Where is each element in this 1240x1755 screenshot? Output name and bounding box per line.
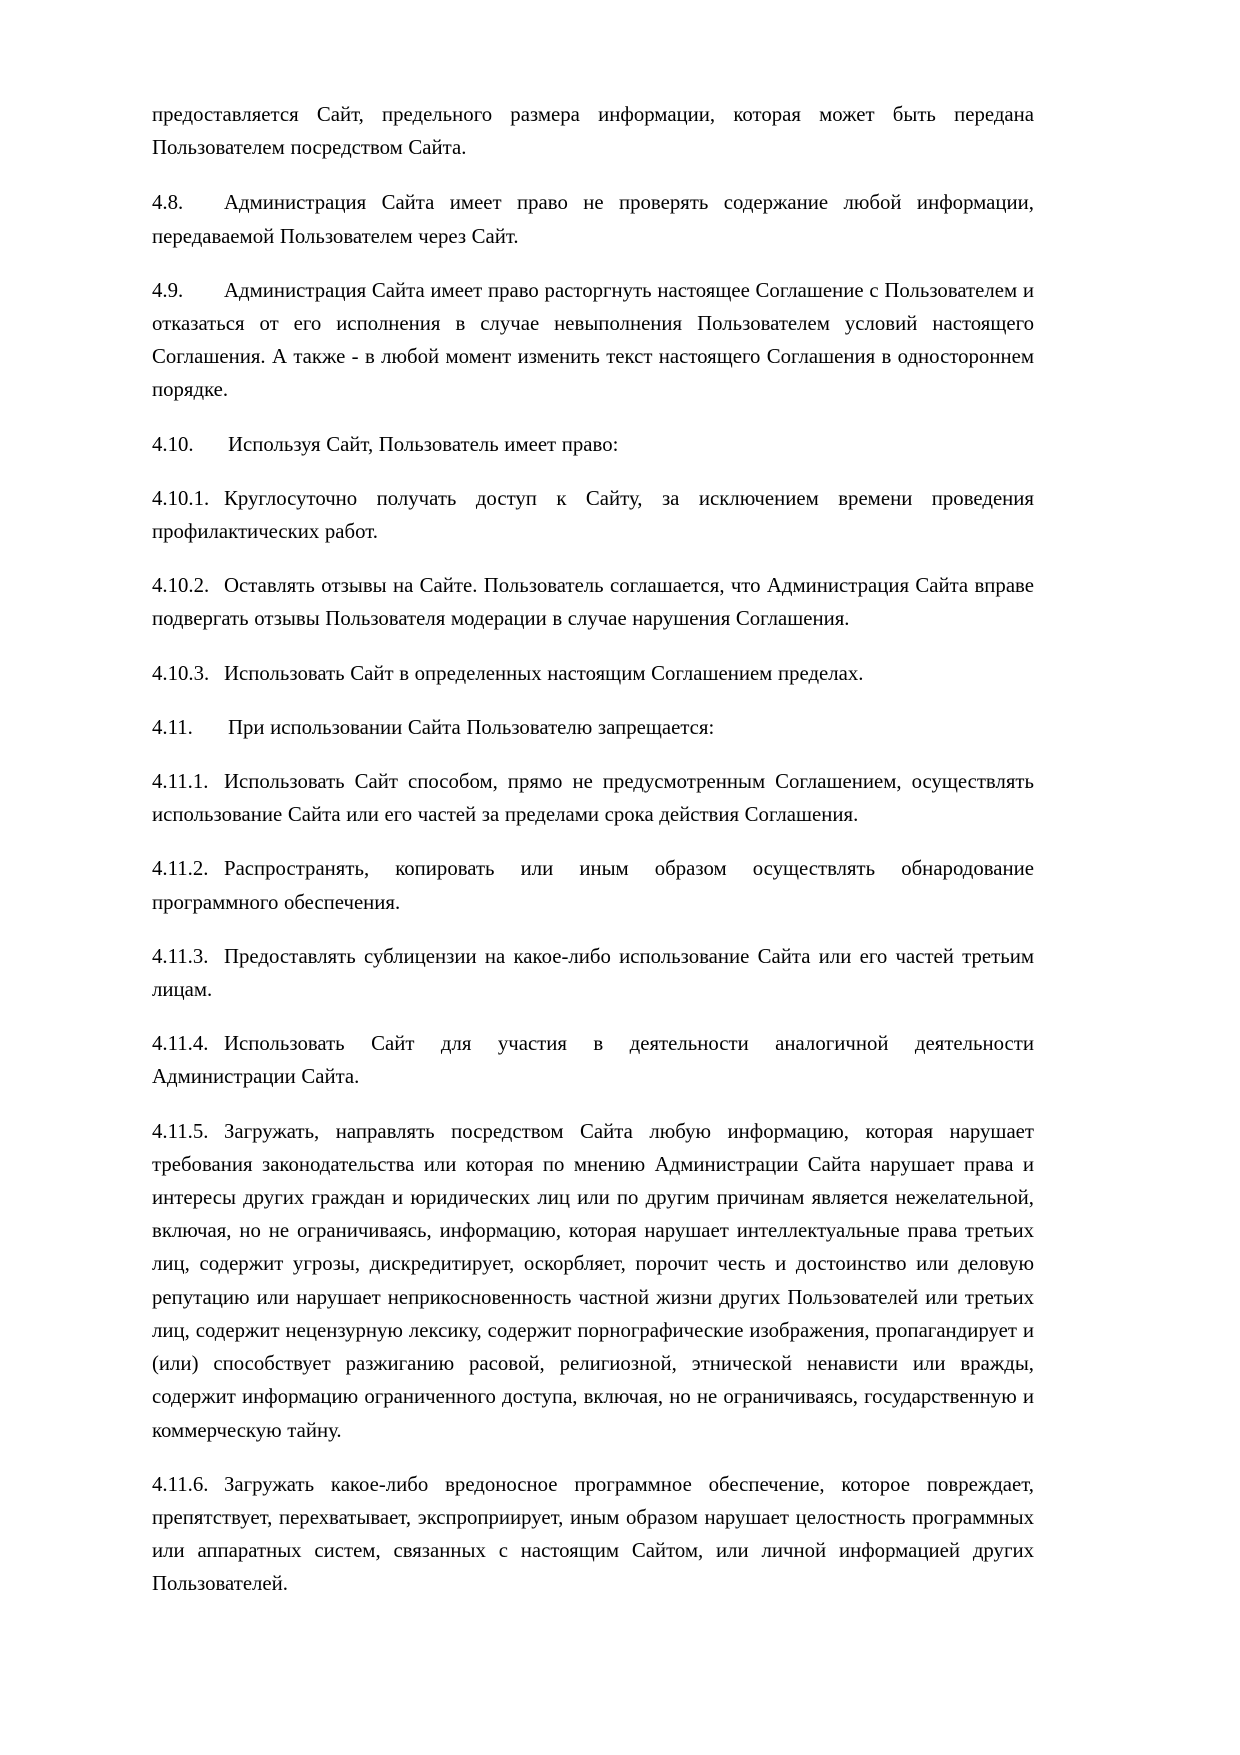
paragraph-text: Используя Сайт, Пользователь имеет право: — [228, 432, 619, 456]
paragraph-4-10 — [152, 428, 1034, 461]
paragraph-continuation — [152, 98, 1034, 164]
paragraph-number: 4.11.4. — [152, 1032, 209, 1056]
paragraph-text: Оставлять отзывы на Сайте. Пользователь соглашается, что Администрация Сайта вправе подвергать отзывы Пользователя модерации в случае нарушения Соглашения. — [152, 574, 1034, 631]
paragraph-text: Администрация Сайта имеет право не проверять содержание любой информации, передаваемой Пользователем через Сайт. — [152, 191, 1034, 248]
paragraph-4-11-1 — [152, 765, 1034, 831]
paragraph-number: 4.10. — [152, 432, 194, 456]
paragraph-text: Администрация Сайта имеет право расторгнуть настоящее Соглашение с Пользователем и отказаться от его исполнения в случае невыполнения Пользователем условий настоящего Соглашения. А также - в любой момент изменить текст настоящего Соглашения в одностороннем порядке. — [152, 278, 1034, 402]
document-text-column — [152, 98, 1034, 1601]
paragraph-number: 4.11. — [152, 715, 193, 739]
paragraph-text: Использовать Сайт в определенных настоящим Соглашением пределах. — [224, 661, 864, 685]
paragraph-4-10-3 — [152, 657, 1034, 690]
paragraph-4-11-5 — [152, 1115, 1034, 1447]
paragraph-text: При использовании Сайта Пользователю запрещается: — [228, 715, 715, 739]
paragraph-text: Загружать какое-либо вредоносное программное обеспечение, которое повреждает, препятствует, перехватывает, экспроприирует, иным образом нарушает целостность программных или аппаратных систем, связанных с настоящим Сайтом, или личной информацией других Пользователей. — [152, 1472, 1034, 1596]
paragraph-number: 4.11.6. — [152, 1472, 209, 1496]
paragraph-number: 4.10.1. — [152, 486, 210, 510]
paragraph-text: Распространять, копировать или иным образом осуществлять обнародование программного обеспечения. — [152, 857, 1034, 914]
paragraph-4-8 — [152, 186, 1034, 252]
paragraph-text: Предоставлять сублицензии на какое-либо использование Сайта или его частей третьим лицам. — [152, 944, 1034, 1002]
paragraph-4-11-3 — [152, 940, 1034, 1006]
paragraph-4-11 — [152, 711, 1034, 744]
paragraph-text: Загружать, направлять посредством Сайта любую информацию, которая нарушает требования законодательства или которая по мнению Администрации Сайта нарушает права и интересы других граждан и юридических лиц или по другим причинам является нежелательной, включая, но не ограничиваясь, информацию, которая нарушает интеллектуальные права третьих лиц, содержит угрозы, дискредитирует, оскорбляет, порочит честь и достоинство или деловую репутацию или нарушает неприкосновенность частной жизни других Пользователей или третьих лиц, содержит нецензурную лексику, содержит порнографические изображения, пропагандирует и (или) способствует разжиганию расовой, религиозной, этнической ненависти или вражды, содержит информацию ограниченного доступа, включая, но не ограничиваясь, государственную и коммерческую тайну. — [152, 1119, 1034, 1442]
paragraph-4-11-2 — [152, 852, 1034, 918]
paragraph-number: 4.8. — [152, 191, 184, 215]
paragraph-4-9 — [152, 274, 1034, 407]
paragraph-text: предоставляется Сайт, предельного размера информации, которая может быть передана Пользователем посредством Сайта. — [152, 103, 1034, 160]
paragraph-4-11-6 — [152, 1468, 1034, 1601]
paragraph-4-10-2 — [152, 569, 1034, 635]
paragraph-number: 4.11.5. — [152, 1119, 209, 1143]
paragraph-text: Использовать Сайт способом, прямо не предусмотренным Соглашением, осуществлять использование Сайта или его частей за пределами срока действия Соглашения. — [152, 770, 1034, 827]
paragraph-number: 4.10.2. — [152, 574, 210, 598]
paragraph-number: 4.10.3. — [152, 661, 210, 685]
paragraph-text: Использовать Сайт для участия в деятельности аналогичной деятельности Администрации Сайта. — [152, 1032, 1034, 1089]
paragraph-4-11-4 — [152, 1027, 1034, 1093]
paragraph-number: 4.9. — [152, 278, 184, 302]
paragraph-4-10-1 — [152, 482, 1034, 548]
paragraph-number: 4.11.2. — [152, 857, 209, 881]
paragraph-number: 4.11.3. — [152, 944, 209, 968]
paragraph-number: 4.11.1. — [152, 770, 209, 794]
paragraph-text: Круглосуточно получать доступ к Сайту, за исключением времени проведения профилактических работ. — [152, 486, 1034, 544]
